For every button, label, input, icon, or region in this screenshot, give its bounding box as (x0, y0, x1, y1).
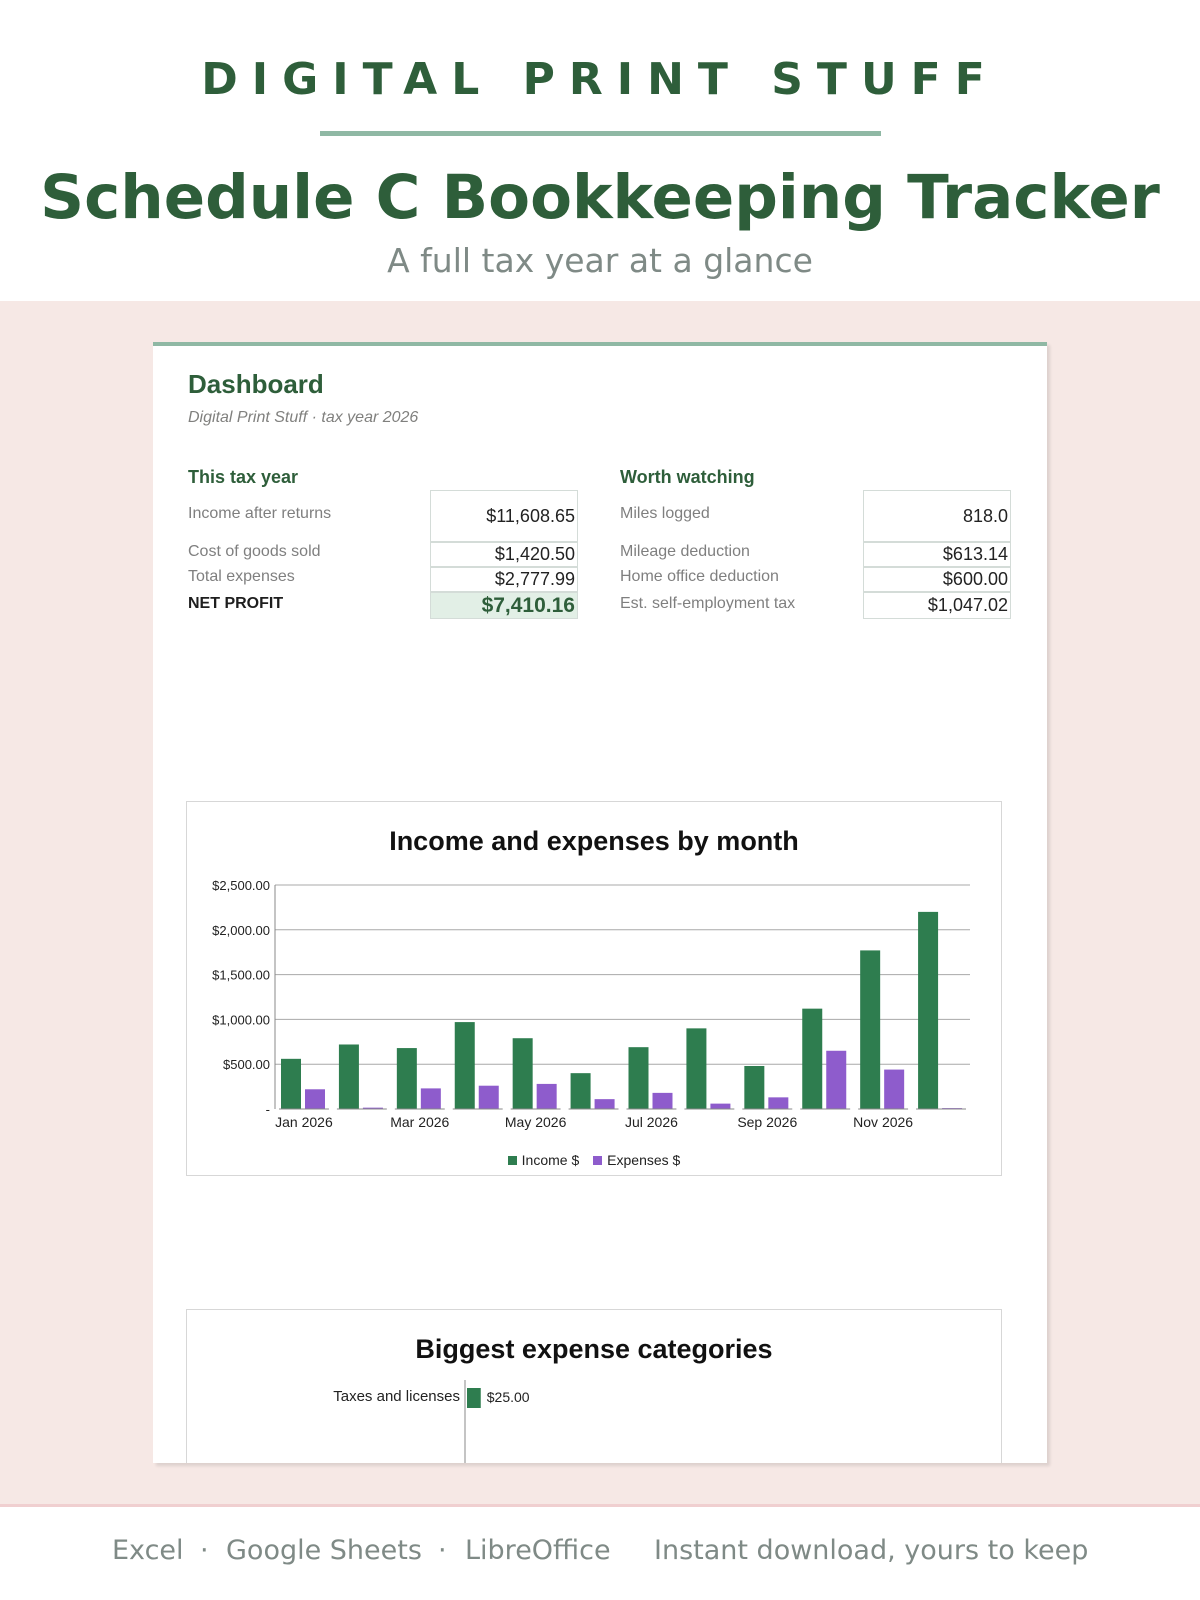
income-label: Income after returns (188, 505, 332, 522)
category-bar (467, 1388, 481, 1408)
platform-excel: Excel (112, 1535, 184, 1566)
brand-underline (320, 131, 881, 136)
home-office-label: Home office deduction (620, 568, 779, 585)
expense-bar (421, 1088, 441, 1109)
x-tick-label: Jul 2026 (624, 1114, 678, 1130)
income-value[interactable]: $11,608.65 (430, 490, 578, 542)
income-bar (860, 950, 880, 1109)
x-tick-label: Mar 2026 (390, 1114, 450, 1130)
legend-expenses (593, 1152, 680, 1168)
y-tick-label: $1,500.00 (212, 967, 270, 983)
legend-expenses-swatch (593, 1156, 602, 1165)
page-subtitle: A full tax year at a glance (387, 241, 813, 280)
dashboard-title: Dashboard (188, 369, 324, 399)
legend-income-label: Income $ (521, 1152, 580, 1168)
footer-separator: · (200, 1535, 209, 1566)
footer-separator: · (438, 1535, 447, 1566)
expense-bar (884, 1070, 904, 1109)
legend-income-swatch (508, 1156, 517, 1165)
net-profit-label: NET PROFIT (188, 595, 284, 612)
monthly-chart-plot (187, 862, 1001, 1162)
income-bar (802, 1009, 822, 1109)
monthly-chart-title: Income and expenses by month (389, 826, 799, 856)
legend-expenses-label: Expenses $ (607, 1152, 681, 1168)
category-chart-title: Biggest expense categories (415, 1334, 773, 1364)
sheet-top-border (153, 342, 1047, 346)
platform-libreoffice: LibreOffice (465, 1535, 611, 1566)
category-chart (186, 1309, 1002, 1463)
expenses-label: Total expenses (188, 568, 295, 585)
mileage-deduction-value[interactable]: $613.14 (863, 542, 1011, 567)
legend-income (508, 1152, 580, 1168)
x-tick-label: May 2026 (504, 1114, 567, 1130)
category-chart-plot (187, 1376, 1001, 1463)
category-label: Taxes and licenses (333, 1388, 460, 1405)
income-bar (339, 1044, 359, 1109)
platform-google-sheets: Google Sheets (226, 1535, 422, 1566)
category-value-label: $25.00 (486, 1389, 530, 1405)
home-office-value[interactable]: $600.00 (863, 567, 1011, 592)
x-tick-label: Jan 2026 (275, 1114, 333, 1130)
miles-value[interactable]: 818.0 (863, 490, 1011, 542)
expense-bar (826, 1051, 846, 1109)
y-tick-label: - (265, 1102, 270, 1117)
y-tick-label: $2,500.00 (212, 878, 270, 893)
income-bar (513, 1038, 533, 1109)
expense-bar (768, 1097, 788, 1109)
miles-label: Miles logged (620, 505, 710, 522)
x-tick-label: Sep 2026 (737, 1114, 798, 1130)
expense-bar (710, 1104, 730, 1109)
income-bar (571, 1073, 591, 1109)
x-tick-label: Nov 2026 (853, 1114, 914, 1130)
page-title: Schedule C Bookkeeping Tracker (40, 162, 1160, 233)
worth-watching-heading: Worth watching (620, 467, 755, 487)
this-year-heading: This tax year (188, 467, 299, 487)
income-bar (744, 1066, 764, 1109)
expense-bar (595, 1099, 615, 1109)
brand-name: DIGITAL PRINT STUFF (201, 54, 999, 105)
expense-bar (537, 1084, 557, 1109)
dashboard-subtitle: Digital Print Stuff · tax year 2026 (188, 409, 419, 426)
expense-bar (479, 1086, 499, 1109)
expense-bar (653, 1093, 673, 1109)
income-bar (397, 1048, 417, 1109)
dashboard-sheet (153, 342, 1047, 1463)
cogs-value[interactable]: $1,420.50 (430, 542, 578, 567)
income-bar (686, 1028, 706, 1109)
mileage-deduction-label: Mileage deduction (620, 543, 750, 560)
expenses-value[interactable]: $2,777.99 (430, 567, 578, 592)
y-tick-label: $500.00 (223, 1057, 270, 1073)
expense-bar (305, 1089, 325, 1109)
se-tax-label: Est. self-employment tax (620, 595, 796, 612)
income-bar (629, 1047, 649, 1109)
cogs-label: Cost of goods sold (188, 543, 321, 560)
monthly-chart-legend (187, 1152, 1001, 1168)
y-tick-label: $1,000.00 (212, 1012, 270, 1028)
net-profit-value[interactable]: $7,410.16 (430, 592, 578, 619)
y-tick-label: $2,000.00 (212, 922, 270, 938)
income-bar (281, 1059, 301, 1109)
monthly-chart (186, 801, 1002, 1176)
page-header (0, 0, 1200, 301)
income-bar (455, 1022, 475, 1109)
se-tax-value[interactable]: $1,047.02 (863, 592, 1011, 619)
income-bar (918, 912, 938, 1109)
footer-tagline: Instant download, yours to keep (654, 1535, 1089, 1566)
